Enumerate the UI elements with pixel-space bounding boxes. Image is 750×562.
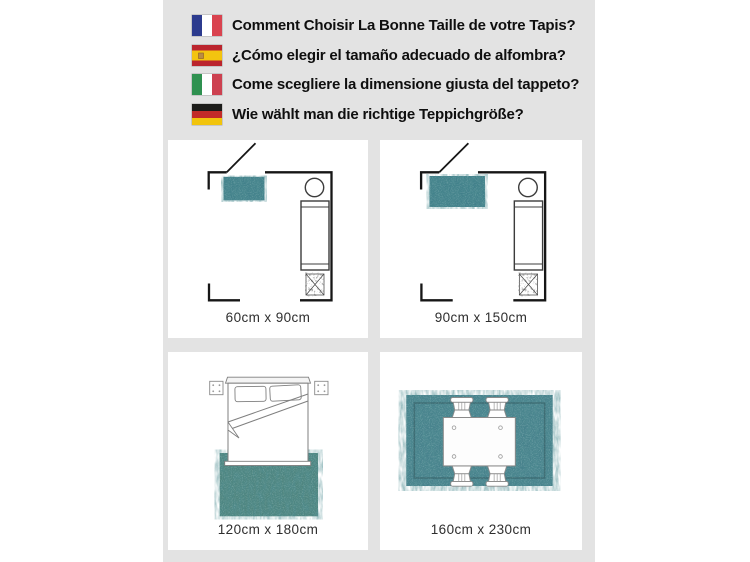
chair-icon: [451, 398, 473, 418]
flag-italy-icon: [192, 74, 222, 95]
header-row-spanish: [192, 45, 566, 66]
content-strip: [163, 0, 595, 562]
flag-france-icon: [192, 15, 222, 36]
panel-rug-120x180: [168, 352, 368, 550]
plant-icon: [306, 274, 324, 295]
footboard: [225, 461, 311, 465]
door-swing-icon: [227, 143, 256, 172]
panel-rug-90x150: [380, 140, 582, 338]
header-row-french: [192, 15, 575, 36]
plant-icon: [519, 274, 537, 295]
console-icon: [301, 201, 329, 270]
side-table-icon: [305, 178, 323, 196]
header-row-italian: [192, 74, 579, 95]
header-row-german: [192, 104, 524, 125]
header-title-french: Comment Choisir La Bonne Taille de votre Tapis?: [232, 17, 576, 34]
furniture: [301, 178, 329, 270]
size-label: 90cm x 150cm: [434, 310, 528, 325]
size-label: 120cm x 180cm: [217, 522, 319, 537]
bed-rug-icon: [168, 352, 368, 550]
dining-rug-icon: [380, 352, 582, 550]
headboard: [226, 377, 311, 383]
bed-icon: [225, 377, 311, 465]
chair-icon: [451, 466, 473, 486]
chair-icon: [486, 466, 508, 486]
bedroom-floorplan-icon: [380, 140, 582, 338]
header-title-spanish: ¿Cómo elegir el tamaño adecuado de alfombra?: [232, 46, 566, 64]
header-title-german: Wie wählt man die richtige Teppichgröße?: [232, 105, 524, 123]
bedroom-floorplan-icon: [168, 140, 368, 338]
size-label: 60cm x 90cm: [225, 310, 311, 325]
size-label: 160cm x 230cm: [430, 522, 532, 537]
rug-swatch: [429, 176, 485, 207]
console-icon: [514, 201, 542, 270]
pillow: [270, 385, 302, 402]
panel-rug-60x90: [168, 140, 368, 338]
flag-spain-icon: [192, 45, 222, 66]
side-table-icon: [519, 178, 538, 196]
furniture: [514, 178, 542, 270]
panel-rug-160x230: [380, 352, 582, 550]
flag-germany-icon: [192, 104, 222, 125]
pillow: [235, 386, 266, 402]
chair-icon: [486, 398, 508, 418]
rug-swatch: [224, 177, 265, 201]
door-swing-icon: [439, 143, 468, 172]
header-title-italian: Come scegliere la dimensione giusta del tappeto?: [232, 76, 580, 93]
